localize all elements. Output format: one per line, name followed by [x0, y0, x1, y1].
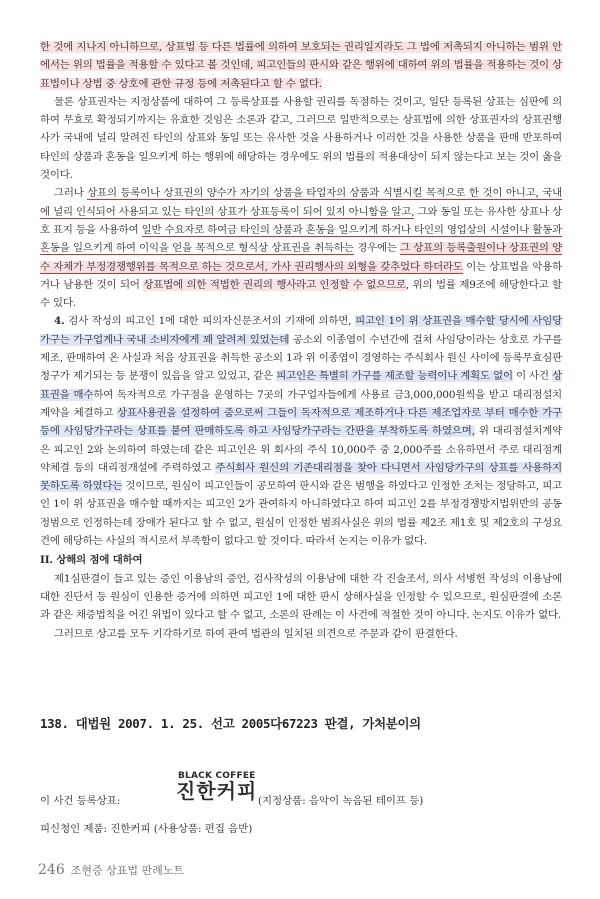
book-title: 조현증 상표법 판례노트 — [70, 864, 184, 877]
paragraph-6: 그러므로 상고를 모두 기각하기로 하여 관여 법관의 일치된 의견으로 주문과 같이 판결한다. — [54, 627, 458, 640]
text-run: 이 사건 — [512, 370, 553, 383]
text-run: 위 대리점설치계약은 피고인 2와 논의하여 하였는데 같은 피고인은 위 회사의 주식 10,000주 중 2,000주를 소유하면서 주로 대리점계약체결 등의 대리점개설에 주력하였고 — [40, 425, 562, 474]
highlight-blue: 상표사용권을 설정하여 줌으로써 그들이 독자적으로 제조하거나 다른 제조업자로 부터 매수한 가구 등에 사임당가구라는 상표를 붙여 판매하도록 하고 사임당가구라는 간판을 부착하도록 하였으며, — [40, 406, 562, 438]
registered-mark-row — [40, 770, 560, 810]
logo-korean: 진한커피 — [176, 779, 258, 803]
page-number: 246 — [38, 862, 65, 878]
paragraph-1 — [40, 38, 562, 93]
paragraph-3 — [40, 184, 562, 312]
text-run: 하여 독자적으로 가구점을 운영하는 7곳의 가구업자들에게 사용료 금3,000,000원씩을 받고 대리점설치계약을 체결하고 — [40, 388, 562, 419]
trademark-logo — [176, 771, 257, 801]
case-title: 138. 대법원 2007. 1. 25. 선고 2005다67223 판결, 가처분이의 — [40, 716, 421, 731]
text-run: 그와 동일 또는 유사한 상표나 상호 표지 등을 사용하여 — [40, 205, 562, 236]
highlight-pink: 상표법에 의한 적법한 권리의 행사라고 인정할 수 없으므로 — [143, 278, 406, 291]
paragraph-number: 4. — [54, 315, 65, 328]
text-run: 검사 작성의 피고인 1에 대한 피의자신문조서의 기재에 의하면, — [64, 315, 356, 328]
underline-red: 일반 수요자로 하여금 타인의 상품과 혼동을 일으키게 하거나 타인의 영업상의 시설이나 활동과 혼동을 일으키게 하여 이익을 얻을 목적으로 형식상 상표권을 취득하는 — [40, 223, 562, 255]
paragraph-4 — [40, 312, 562, 550]
text-run: 경우에는 — [353, 242, 401, 255]
highlight-blue: 피고인 1이 위 상표권을 매수할 당시에 사임당가구는 가구업계나 국내 소비자에게 꽤 알려져 있었는데 — [40, 315, 562, 346]
text-run: 이는 상표법을 악용하거나 남용한 것이 되어 — [40, 260, 562, 291]
logo-english: BLACK COFFEE — [178, 771, 256, 781]
page-footer — [38, 862, 184, 878]
section-title: II. 상해의 점에 대하여 — [40, 554, 143, 567]
body-text — [40, 38, 562, 643]
paragraph-2: 물론 상표권자는 지정상품에 대하여 그 등록상표를 사용할 권리를 독점하는 것이고, 일단 등록된 상표는 심판에 의하여 무효로 확정되기까지는 유효한 것임은 소론과 같고, 그러므로 일반적으로는 상표법에 의한 상표권자의 상표권행사가 국내에 널리 알려진 타인의 상표와 동일 또는 유사한 것을 사용하거나 이러한 것을 사용한 상품을 판매 반포하여 타인의 상품과 혼동을 일으키게 하는 행위에 해당하는 경우에도 위의 법률의 적용대상이 되지 않는다고 보는 것이 옳을 것이다. — [40, 95, 562, 182]
text-run: 그러나 — [54, 187, 88, 200]
highlight-pink: 한 것에 지나지 아니하므로, 상표법 등 다른 법률에 의하여 보호되는 권리일지라도 그 법에 저촉되지 아니하는 범위 안에서는 위의 법률을 적용할 수 있다고 볼 것인데, 피고인들의 판시와 같은 행위에 대하여 위의 법률을 적용하는 것이 상표법이나 상법 중 상호에 관한 규정 등에 저촉된다고 할 수 없다. — [40, 41, 562, 90]
text-run: 것이므로, 원심이 피고인들이 공모하여 판시와 같은 범행을 하였다고 인정한 조처는 정당하고, 피고인 1이 위 상표권을 매수할 때까지는 피고인 2가 관여하지 아니하였다고 하여 피고인 2를 부정경쟁방지법위반의 공동정범으로 인정하는데 장애가 된다고 할 수 없고, 원심이 인정한 범죄사실은 위의 법률 제2조 제1호 및 제2호의 구성요건에 해당하는 사실의 적시로서 부족함이 없다고 할 것이다. 따라서 논지는 이유가 없다. — [40, 480, 562, 548]
designated-goods-note: (지정상품: 음악이 녹음된 테이프 등) — [258, 795, 424, 807]
highlight-pink: 그 상표의 등록출원이나 상표권의 양수 자체가 부정경쟁행위를 목적으로 하는 것으로서, 가사 권리행사의 외형을 갖추었다 하더라도 — [40, 242, 562, 273]
mark-label: 이 사건 등록상표: — [40, 795, 121, 807]
text-run: , 위의 법률 제9조에 해당한다고 할 수 있다. — [40, 278, 562, 310]
text-run: 공소외 이종엽이 수년간에 걸쳐 사임당이라는 상호로 가구를 제조, 판매하여 온 사실과 처음 상표권을 취득한 공소외 1과 위 이종엽이 경영하는 주식회사 원신 사이에 등록무효심판청구가 제기되는 등 분쟁이 있음을 알고 있었고, 같은 — [40, 333, 562, 383]
paragraph-5: 제1심판결이 들고 있는 증인 이용남의 증언, 검사작성의 이용남에 대한 각 진술조서, 의사 서병헌 작성의 이용남에 대한 진단서 등 원심이 인용한 증거에 의하면 피고인 1에 대한 판시 상해사실을 인정할 수 있으므로, 원심판결에 소론과 같은 채증법칙을 어긴 위법이 있다고 할 수 없고, 소론의 판례는 이 사건에 적절한 것이 아니다. 논지도 이유가 없다. — [40, 572, 562, 622]
underline-red: 상표의 등록이나 상표권의 양수가 자기의 상품을 타업자의 상품과 식별시킬 목적으로 한 것이 아니고, 국내에 널리 인식되어 사용되고 있는 타인의 상표가 상표등록이 되어 있지 아니함을 알고, — [40, 187, 562, 218]
highlight-blue: 상표권을 매수 — [40, 370, 562, 401]
highlight-blue: 주식회사 원신의 기존대리점을 찾아 다니면서 사임당가구의 상표를 사용하지 못하도록 하였다는 — [40, 461, 562, 493]
respondent-product: 피신청인 제품: 진한커피 (사용상품: 편집 음반) — [40, 823, 253, 835]
highlight-blue: 피고인은 특별히 가구를 제조할 능력이나 계획도 없이 — [276, 370, 513, 383]
